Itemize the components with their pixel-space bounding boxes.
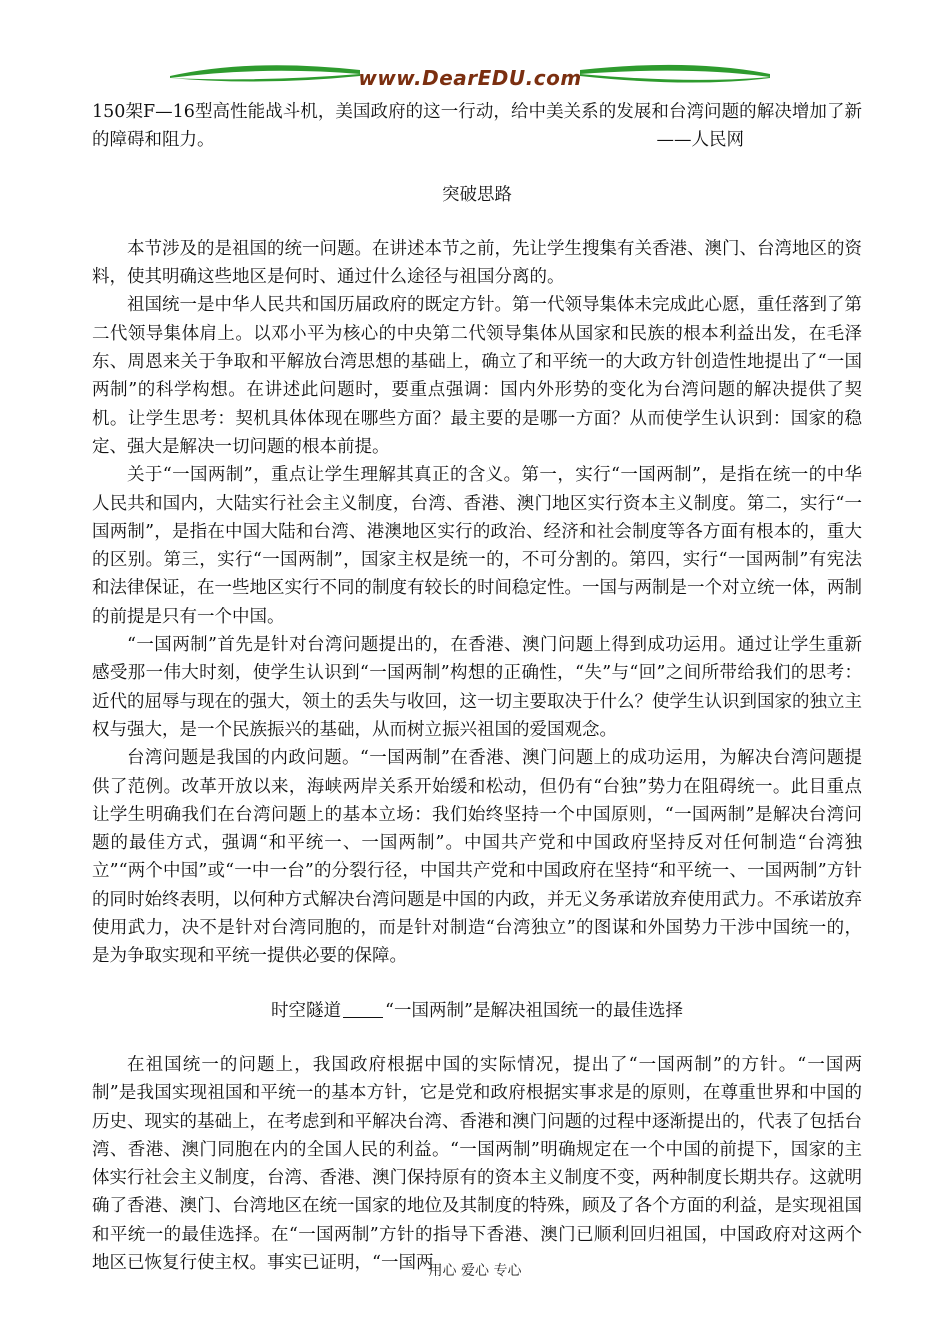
paragraph-3: 关于“一国两制”，重点让学生理解其真正的含义。第一，实行“一国两制”，是指在统一的中华人民共和国内，大陆实行社会主义制度，台湾、香港、澳门地区实行资本主义制度。第二，实行“一国两制”，是指在中国大陆和台湾、港澳地区实行的政治、经济和社会制度等各方面有根本的，重大的区别。第三，实行“一国两制”，国家主权是统一的，不可分割的。第四，实行“一国两制”有宪法和法律保证，在一些地区实行不同的制度有较长的时间稳定性。一国与两制是一个对立统一体，两制的前提是只有一个中国。 [92,465,862,627]
section-title-left: 时空隧道 [271,1000,342,1021]
section-title-tupo: 突破思路 [442,184,512,205]
paragraph-1: 本节涉及的是祖国的统一问题。在讲述本节之前，先让学生搜集有关香港、澳门、台湾地区的资料，使其明确这些地区是何时、通过什么途径与祖国分离的。 [92,238,862,288]
intro-paragraph: 150架F—16型高性能战斗机，美国政府的这一行动，给中美关系的发展和台湾问题的解决增加了新的障碍和阻力。 [92,102,862,151]
document-body [92,98,862,1277]
paragraph-5: 台湾问题是我国的内政问题。“一国两制”在香港、澳门问题上的成功运用，为解决台湾问题提供了范例。改革开放以来，海峡两岸关系开始缓和松动，但仍有“台独”势力在阻碍统一。此目重点让学生明确我们在台湾问题上的基本立场：我们始终坚持一个中国原则，“一国两制”是解决台湾问题的最佳方式，强调“和平统一、一国两制”。中国共产党和中国政府坚持反对任何制造“台湾独立”“两个中国”或“一中一台”的分裂行径，中国共产党和中国政府在坚持“和平统一、一国两制”方针的同时始终表明，以何种方式解决台湾问题是中国的内政，并无义务承诺放弃使用武力。不承诺放弃使用武力，决不是针对台湾同胞的，而是针对制造“台湾独立”的图谋和外国势力干涉中国统一的，是为争取实现和平统一提供必要的保障。 [92,748,862,967]
paragraph-6: 在祖国统一的问题上，我国政府根据中国的实际情况，提出了“一国两制”的方针。“一国两制”是我国实现祖国和平统一的基本方针，它是党和政府根据实事求是的原则，在尊重世界和中国的历史、现实的基础上，在考虑到和平解决台湾、香港和澳门问题的过程中逐渐提出的，代表了包括台湾、香港、澳门同胞在内的全国人民的利益。“一国两制”明确规定在一个中国的前提下，国家的主体实行社会主义制度，台湾、香港、澳门保持原有的资本主义制度不变，两种制度长期共存。这就明确了香港、澳门、台湾地区在统一国家的地位及其制度的特殊，顾及了各个方面的利益，是实现祖国和平统一的最佳选择。在“一国两制”方针的指导下香港、澳门已顺利回归祖国，中国政府对这两个地区已恢复行使主权。事实已证明，“一国两 [92,1054,862,1273]
intro-source: ——人民网 [656,130,744,151]
section-title-right: “一国两制”是解决祖国统一的最佳选择 [385,1000,683,1021]
site-logo[interactable]: www.DearEDU.com [358,66,582,90]
page-footer: 用心 爱心 专心 [428,1263,522,1279]
blank-underline [343,999,383,1018]
paragraph-4: “一国两制”首先是针对台湾问题提出的，在香港、澳门问题上得到成功运用。通过让学生重新感受那一伟大时刻，使学生认识到“一国两制”构想的正确性，“失”与“回”之间所带给我们的思考：近代的屈辱与现在的强大，领土的丢失与收回，这一切主要取决于什么？使学生认识到国家的独立主权与强大，是一个民族振兴的基础，从而树立振兴祖国的爱国观念。 [92,635,862,740]
site-header [150,52,790,96]
paragraph-2: 祖国统一是中华人民共和国历届政府的既定方针。第一代领导集体未完成此心愿，重任落到了第二代领导集体肩上。以邓小平为核心的中央第二代领导集体从国家和民族的根本利益出发，在毛泽东、周恩来关于争取和平解放台湾思想的基础上，确立了和平统一的大政方针创造性地提出了“一国两制”的科学构想。在讲述此问题时，要重点强调：国内外形势的变化为台湾问题的解决提供了契机。让学生思考：契机具体体现在哪些方面？最主要的是哪一方面？从而使学生认识到：国家的稳定、强大是解决一切问题的根本前提。 [92,295,862,457]
section-title-shikong [92,997,862,1025]
